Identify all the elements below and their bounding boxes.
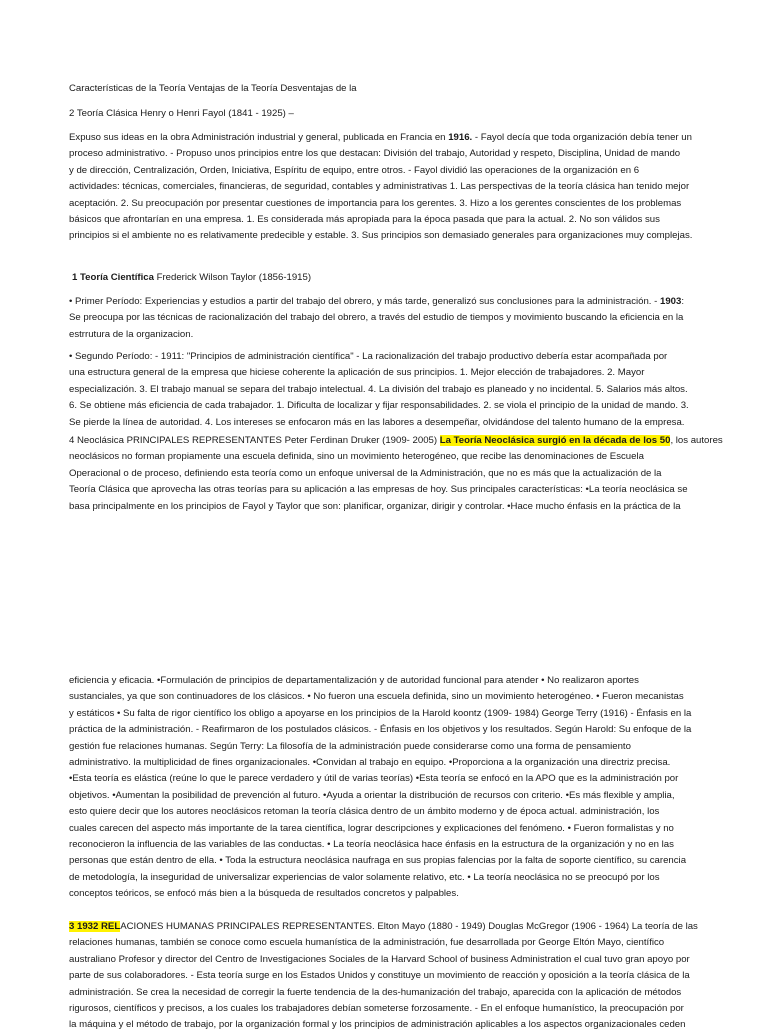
- text-line: •Esta teoría es elástica (reúne lo que le parece verdadero y útil de varias teorías) •Esta teoría se enfocó en la APO que es la administración por: [69, 773, 679, 785]
- text-line: Características de la Teoría Ventajas de la Teoría Desventajas de la: [69, 83, 357, 94]
- text-line: la máquina y el método de trabajo, por la organización formal y los principios de administración aplicables a los aspectos organizacionales ceden: [69, 1019, 686, 1031]
- text-line: [72, 270, 700, 286]
- paragraph-neoclassical-continued: [69, 673, 697, 903]
- paragraph-human-relations: [69, 919, 697, 1034]
- text-line: especialización. 3. El trabajo manual se separa del trabajo intelectual. 4. La división del trabajo es planeado y no incidental. 5. Salarios más altos.: [69, 383, 688, 395]
- text-line: relaciones humanas, también se conoce como escuela humanística de la administración, fue desarrollada por George Eltón Mayo, científico: [69, 937, 665, 949]
- paragraph-fayol: [69, 130, 697, 245]
- text-line: básicos que afrontarían en una empresa. 1. Es considerada más apropiada para la época pasada que para la actual. 2. No son válidos sus: [69, 214, 660, 226]
- text-run: Frederick Wilson Taylor (1856-1915): [153, 272, 312, 283]
- text-line: personas que están dentro de ella. • Toda la estructura neoclásica naufraga en sus propias falencias por la falta de soporte científico, su carencia: [69, 855, 687, 867]
- text-line: cuales carecen del aspecto más importante de la tarea científica, lograr descripciones y explicaciones del fenómeno. • Fueron formalistas y no: [69, 822, 674, 834]
- text-run: Expuso sus ideas en la obra Administración industrial y general, publicada en Francia en: [69, 132, 449, 143]
- bold-year: 1903: [660, 296, 682, 307]
- paragraph-second-period: [69, 349, 697, 431]
- text-line: basa principalmente en los principios de Fayol y Taylor que son: planificar, organizar, dirigir y controlar. •Hace mucho énfasis en la práctica de la: [69, 500, 681, 512]
- text-line: reconocieron la influencia de las variables de las conductas. • La teoría neoclásica hace énfasis en la estructura de la organización y no en las: [69, 839, 674, 851]
- text-line: parte de sus colaboradores. - Esta teoría surge en los Estados Unidos y constituye un movimiento de reacción y oposición a la teoría clásica de la: [69, 970, 690, 982]
- text-line: Se pierde la línea de autoridad. 4. Los intereses se enfocaron más en las labores a desempeñar, olvidándose del talento humano de la empresa.: [69, 416, 685, 428]
- highlighted-text: 3 1932 REL: [69, 921, 121, 932]
- text-run: ACIONES HUMANAS PRINCIPALES REPRESENTANTES. Elton Mayo (1880 - 1949) Douglas McGregor (1906 - 1964) La teoría de las: [120, 921, 698, 932]
- text-line: esto quiere decir que los autores neoclásicos retoman la teoría clásica dentro de un ámbito moderno y de época actual. administración, los: [69, 806, 660, 818]
- paragraph-neoclassical: [69, 433, 723, 515]
- text-line: administrativo. la multiplicidad de fines organizacionales. •Convidan al trabajo en equipo. •Proporciona a la organización una directriz precisa.: [69, 757, 671, 769]
- text-line: gestión fue relaciones humanas. Según Terry: La filosofía de la administración puede considerarse como una forma de pensamiento: [69, 740, 631, 752]
- paragraph-first-period: [69, 294, 697, 343]
- text-line: [69, 294, 697, 310]
- text-run: 4 Neoclásica PRINCIPALES REPRESENTANTES Peter Ferdinan Druker (1909- 2005): [69, 435, 440, 446]
- text-line: de metodología, la inseguridad de universalizar experiencias de valor solamente relativo, etc. • La teoría neoclásica no se preocupó por los: [69, 871, 660, 883]
- paragraph-headings: [69, 81, 697, 97]
- text-line: una estructura general de la empresa que hiciese coherente la aplicación de sus principios. 1. Mejor elección de trabajadores. 2. Mayor: [69, 367, 645, 379]
- text-run: • Primer Período: Experiencias y estudios a partir del trabajo del obrero, y más tarde, generalizó sus conclusiones para la administración. -: [69, 296, 660, 307]
- text-line: [69, 130, 697, 146]
- text-line: 2 Teoría Clásica Henry o Henri Fayol (1841 - 1925) –: [69, 108, 294, 119]
- text-line: Teoría Clásica que aprovecha las otras teorías para su aplicación a las empresas de hoy. Sus principales características: •La teoría neoclásica se: [69, 484, 688, 496]
- text-line: proceso administrativo. - Propuso unos principios entre los que destacan: División del trabajo, Autoridad y respeto, Disciplina, Unidad de mando: [69, 148, 681, 160]
- text-line: aceptación. 2. Su preocupación por presentar cuestiones de importancia para los gerentes. 3. Hizo a los gerentes conscientes de los problemas: [69, 197, 682, 209]
- text-line: neoclásicos no forman propiamente una escuela definida, sino un movimiento heterogéneo, que recibe las denominaciones de Escuela: [69, 451, 644, 463]
- text-line: actividades: técnicas, comerciales, financieras, de seguridad, contables y administrativas 1. Las perspectivas de la teoría clásica han tenido mejor: [69, 181, 690, 193]
- text-line: rigurosos, científicos y precisos, a los cuales los trabajadores debían someterse forzosamente. - En el enfoque humanístico, la preocupación por: [69, 1003, 684, 1015]
- text-line: sustanciales, ya que son continuadores de los clásicos. • No fueron una escuela definida, sino un movimiento heterogéneo. • Fueron mecanistas: [69, 691, 684, 703]
- highlighted-text: La Teoría Neoclásica surgió en la década de los 50: [439, 435, 671, 446]
- text-line: principios si el ambiente no es relativamente predecible y estable. 3. Sus principios son demasiado generales para organizaciones muy complejas.: [69, 230, 693, 242]
- text-line: estrrutura de la organizacion.: [69, 328, 194, 340]
- text-line: práctica de la administración. - Reafirmaron de los postulados clásicos. - Énfasis en los objetivos y los resultados. Según Harold: Su enfoque de la: [69, 724, 692, 736]
- text-line: objetivos. •Aumentan la posibilidad de prevención al futuro. •Ayuda a orientar la distribución de recursos con criterio. •Es más flexible y amplia,: [69, 789, 675, 801]
- section-title-scientific: [72, 270, 700, 286]
- text-line: [69, 433, 723, 449]
- text-run: :: [681, 296, 685, 307]
- text-line: y estáticos • Su falta de rigor científico los obligo a apoyarse en los principios de la Harold koontz (1909- 1984) George Terry (1916) - Énfasis en la: [69, 707, 692, 719]
- text-line: • Segundo Período: - 1911: "Principios de administración científica" - La racionalización del trabajo productivo debería estar acompañada por: [69, 351, 668, 362]
- bold-year: 1916.: [448, 132, 473, 143]
- text-line: administración. Se crea la necesidad de corregir la fuerte tendencia de la des-humanización del trabajo, aparecida con la aplicación de métodos: [69, 986, 682, 998]
- section-label: 1 Teoría Científica: [72, 272, 154, 283]
- section-title-classical: [69, 106, 697, 122]
- text-line: conceptos teóricos, se enfocó más bien a la búsqueda de resultados concretos y palpables.: [69, 888, 459, 900]
- text-line: Se preocupa por las técnicas de racionalización del trabajo del obrero, a través del estudio de tiempos y movimiento buscando la eficiencia en la: [69, 312, 684, 324]
- text-run: , los autores: [670, 435, 723, 446]
- text-line: [69, 919, 697, 935]
- text-line: eficiencia y eficacia. •Formulación de principios de departamentalización y de autoridad funcional para atender • No realizaron aportes: [69, 675, 639, 686]
- text-line: Operacional o de proceso, definiendo esta teoría como un enfoque universal de la Administración, que no es más que la actualización de la: [69, 467, 662, 479]
- text-line: y de dirección, Centralización, Orden, Iniciativa, Espíritu de equipo, entre otros. - Fayol dividió las operaciones de la organización en 6: [69, 164, 640, 176]
- text-run: - Fayol decía que toda organización debía tener un: [472, 132, 692, 143]
- text-line: australiano Profesor y director del Centro de Investigaciones Sociales de la Harvard School of business Administration el cual tuvo gran apoyo por: [69, 953, 690, 965]
- text-line: 6. Se obtiene más eficiencia de cada trabajador. 1. Dificulta de localizar y fijar responsabilidades. 2. se viola el principio de la unidad de mando. 3.: [69, 400, 689, 412]
